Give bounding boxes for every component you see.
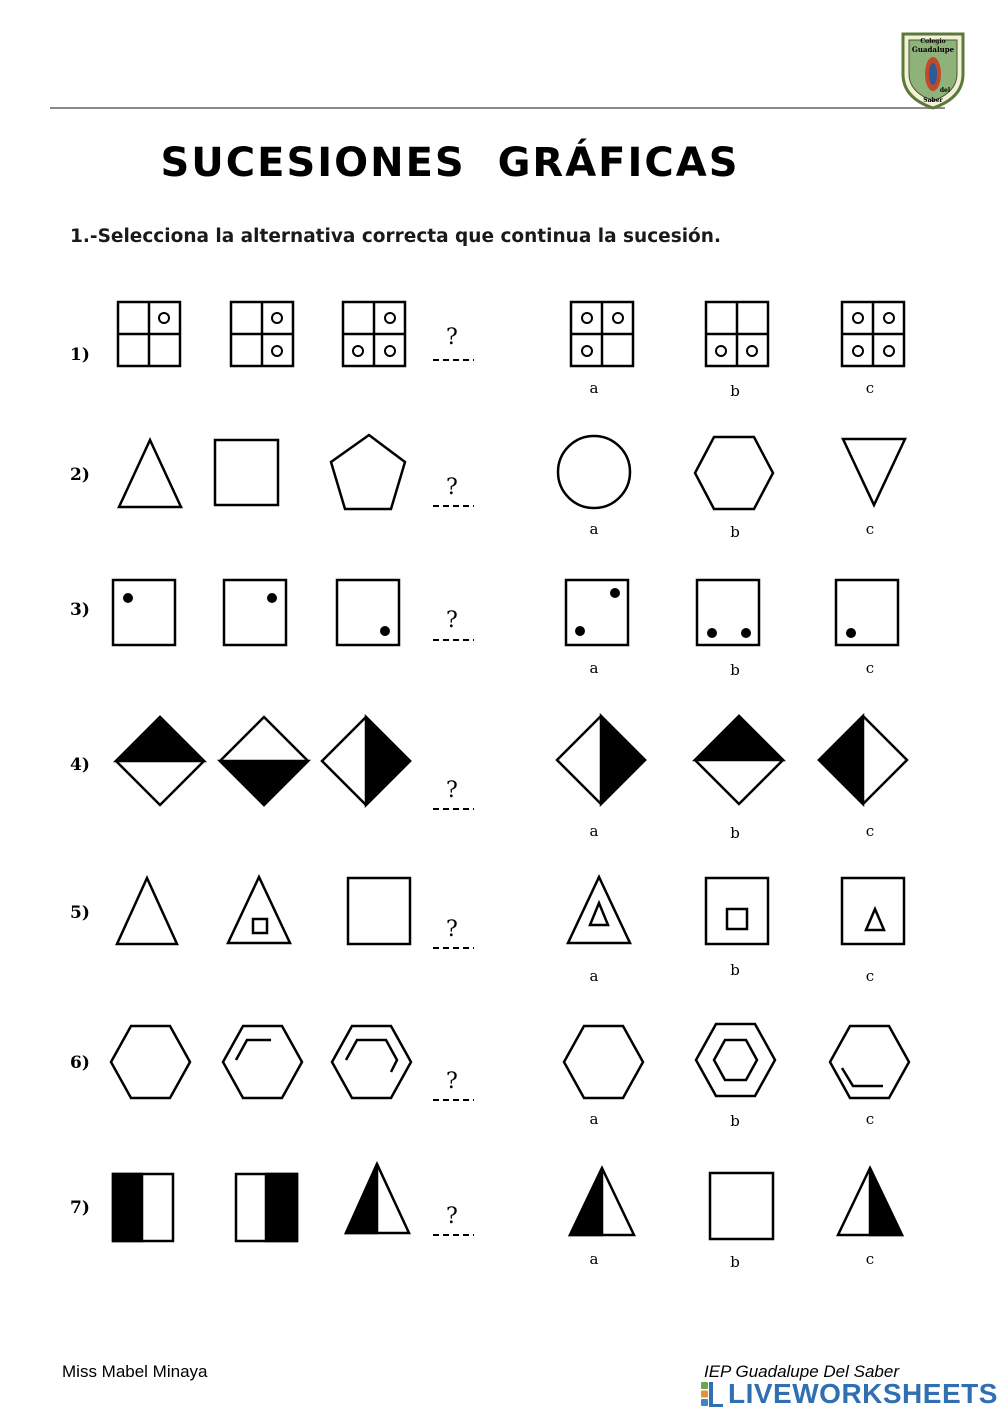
triangle-icon [119,440,181,507]
answer-blank [433,325,474,360]
option-letter: a [589,520,599,538]
option-letter: c [865,520,875,538]
option-b-hexagon-icon [695,437,773,509]
hexagon-partial-inner-icon [223,1026,302,1098]
option-letter: a [589,1250,599,1268]
hexagon-partial-inner-icon [332,1026,411,1098]
svg-text:Saber: Saber [923,97,943,104]
option-c-hexagon-partial-inner-icon [830,1026,909,1098]
option-b-quartered-square-icon [706,302,768,366]
option-letter: b [730,523,740,541]
question-number: 4) [70,755,90,775]
option-letter: a [589,967,599,985]
option-c-quartered-square-icon [842,302,904,366]
option-a-square-dots-icon [566,580,628,645]
option-letter: c [865,659,875,677]
school-name: IEP Guadalupe Del Saber [704,1362,899,1381]
svg-text:?: ? [446,1204,458,1229]
row-7-shapes [113,1164,902,1241]
hexagon-icon [111,1026,190,1098]
svg-text:?: ? [446,917,458,942]
row-6-shapes [111,1024,909,1098]
author-name: Miss Mabel Minaya [62,1362,208,1381]
answer-blank [433,1204,474,1235]
option-letter: a [589,659,599,677]
pentagon-icon [331,435,405,509]
question-number: 1) [70,345,90,365]
svg-text:del: del [939,87,951,94]
option-letter: b [730,1112,740,1130]
brand-label: LIVEWORKSHEETS [728,1378,998,1409]
option-letter: a [589,1110,599,1128]
instruction-text: 1.-Selecciona la alternativa correcta que continua la sucesión. [70,226,721,247]
page-title: SUCESIONES GRÁFICAS [160,140,740,186]
question-number: 2) [70,465,90,485]
row-3-shapes [113,580,898,645]
option-letter: a [589,822,599,840]
question-number: 6) [70,1053,90,1073]
diamond-right-filled-icon [322,717,410,805]
svg-text:?: ? [446,1069,458,1094]
option-c-triangle-right-filled-icon [838,1168,902,1235]
option-letter: c [865,822,875,840]
option-c-inverted-triangle-icon [843,439,905,505]
rectangle-right-filled-icon [236,1174,297,1241]
square-dot-icon [224,580,286,645]
svg-text:Colegio: Colegio [920,38,946,45]
question-marks [433,325,474,1235]
option-b-square-icon [710,1173,773,1239]
option-a-hexagon-icon [564,1026,643,1098]
svg-text:?: ? [446,325,458,350]
row-1-shapes [118,302,904,366]
option-a-triangle-with-triangle-icon [568,877,630,943]
svg-text:?: ? [446,778,458,803]
row-4-shapes [116,0,907,805]
option-letter: b [730,824,740,842]
question-number: 5) [70,903,90,923]
rectangle-left-filled-icon [113,1174,173,1241]
option-b-square-with-square-icon [706,878,768,944]
square-dot-icon [337,580,399,645]
square-dot-icon [113,580,175,645]
option-c-square-with-triangle-icon [842,878,904,944]
option-a-diamond-right-filled-icon [557,716,645,804]
answer-blank [433,1069,474,1100]
option-letter: c [865,379,875,397]
option-b-diamond-top-filled-icon [695,716,783,804]
triangle-left-filled-icon [346,1164,409,1233]
option-letter: a [589,379,599,397]
svg-text:?: ? [446,608,458,633]
svg-text:?: ? [446,475,458,500]
option-letter: b [730,961,740,979]
quartered-square-icon [231,302,293,366]
row-numbers [70,345,90,1218]
triangle-icon [117,878,177,944]
option-c-diamond-left-filled-icon [819,716,907,804]
row-2-shapes [119,435,905,509]
option-letter: b [730,1253,740,1271]
triangle-with-square-icon [228,877,290,943]
option-c-square-dot-icon [836,580,898,645]
liveworksheets-logo-icon [700,1381,724,1407]
svg-text:Guadalupe: Guadalupe [911,45,955,54]
option-a-circle-icon [558,436,630,508]
option-letter: b [730,382,740,400]
square-icon [215,440,278,505]
diamond-bottom-filled-icon [116,0,308,805]
answer-blank [433,475,474,506]
quartered-square-icon [343,302,405,366]
row-5-shapes [117,877,904,944]
option-a-triangle-left-filled-icon [570,1168,634,1235]
option-letters [590,379,875,1271]
answer-blank [433,917,474,948]
option-b-hexagon-inner-hexagon-icon [696,1024,775,1096]
question-number: 7) [70,1198,90,1218]
option-letter: c [865,967,875,985]
answer-blank [433,608,474,640]
option-letter: b [730,661,740,679]
square-icon [348,878,410,944]
option-letter: c [865,1110,875,1128]
option-a-quartered-square-icon [571,302,633,366]
answer-blank [433,778,474,809]
liveworksheets-brand[interactable] [700,1378,998,1410]
option-letter: c [865,1250,875,1268]
quartered-square-icon [118,302,180,366]
question-number: 3) [70,600,90,620]
option-b-square-dots-icon [697,580,759,645]
diamond-top-filled-icon [116,717,204,805]
